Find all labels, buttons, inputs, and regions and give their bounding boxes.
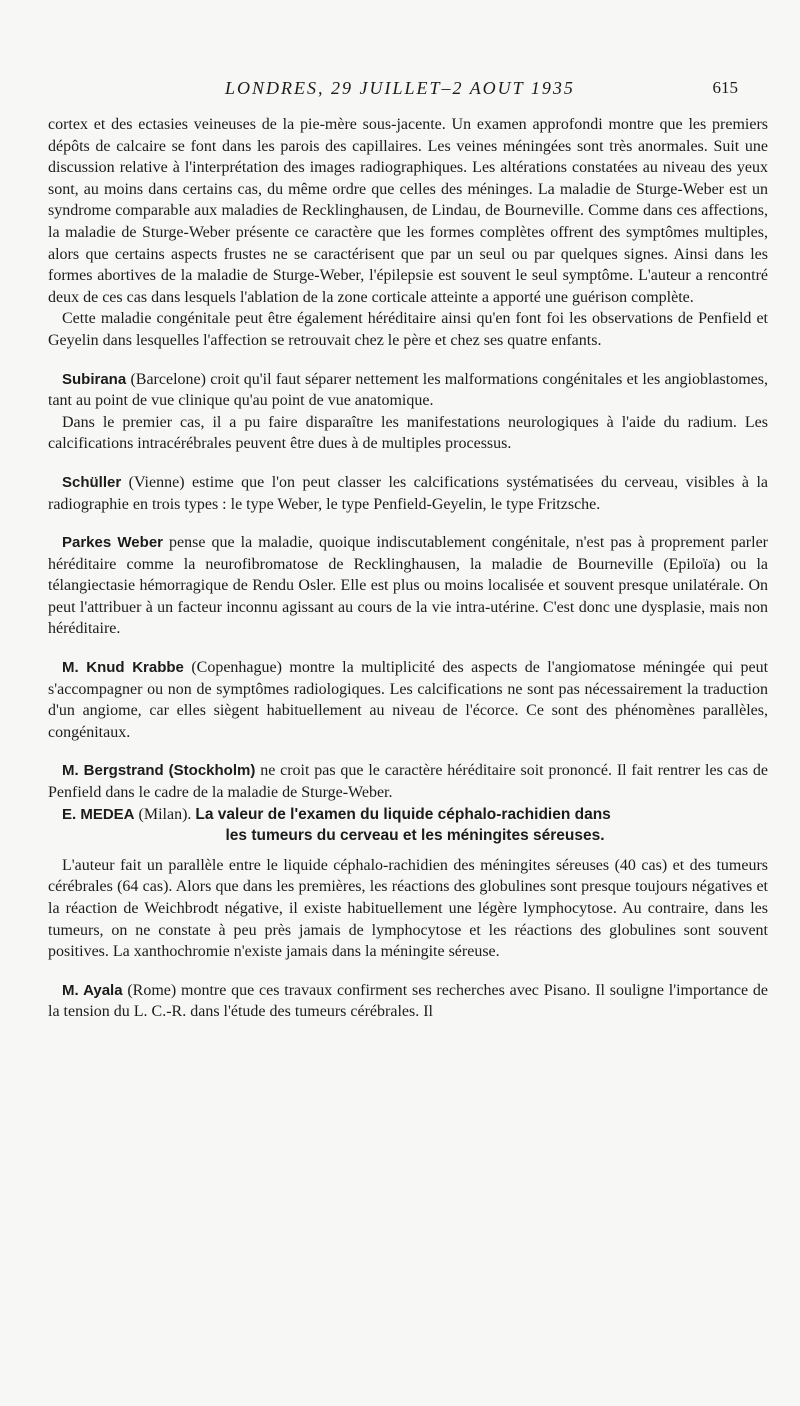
paragraph-medea: L'auteur fait un parallèle entre le liquide céphalo-rachidien des méningites séreuses (40 cas) et des tumeurs cérébrales (64 cas). Alors que dans les premières, les réactions des globulines sont presque toujours négatives et la réaction de Weichbrodt négative, il existe habituellement une légère lymphocytose. Au contraire, dans les tumeurs, on ne constate à peu près jamais de lymphocytose et les réactions des globulines sont souvent positives. La xanthochromie n'existe jamais dans la méningite séreuse.: [48, 856, 768, 961]
author-bergstrand: M. Bergstrand (Stockholm): [62, 762, 256, 780]
paragraph-subirana-2: Dans le premier cas, il a pu faire disparaître les manifestations neurologiques à l'aide du radium. Les calcifications intracérébrales peuvent être dues à de multiples processus.: [48, 413, 768, 453]
author-subirana: Subirana: [62, 370, 127, 388]
paragraph-subirana: [48, 369, 768, 412]
author-medea: E. MEDEA: [62, 805, 135, 823]
paragraph-bergstrand: [48, 760, 768, 803]
body-text: [48, 114, 768, 1023]
running-head: [0, 78, 800, 102]
paragraph-krabbe: [48, 657, 768, 743]
paragraph-continuation: cortex et des ectasies veineuses de la pie-mère sous-jacente. Un examen approfondi montre que les premiers dépôts de calcaire se font dans les parois des capillaires. Les veines méningées sont très anormales. Suit une discussion relative à l'interprétation des images radiographiques. Les altérations constatées au niveau des yeux sont, au moins dans certains cas, du même ordre que celles des méninges. La maladie de Sturge-Weber est un syndrome comparable aux maladies de Recklinghausen, de Lindau, de Bourneville. Comme dans ces affections, la maladie de Sturge-Weber présente ce caractère que les formes complètes offrent des symptômes multiples, alors que certains aspects frustes ne se caractérisent que par un seul ou par quelques signes. Ainsi dans les formes abortives de la maladie de Sturge-Weber, l'épilepsie est souvent le seul symptôme. L'auteur a rencontré deux de ces cas dans lesquels l'ablation de la zone corticale atteinte a apporté une guérison complète.: [48, 116, 768, 306]
medea-title-line1: La valeur de l'examen du liquide céphalo-rachidien dans: [195, 805, 611, 823]
krabbe-text: (Copenhague) montre la multiplicité des aspects de l'angiomatose méningée qui peut s'accompagner ou non de symptômes radiologiques. Les calcifications ne sont pas nécessairement la traduction d'un angiome, car elles siègent habituellement au niveau de l'écorce. Ce sont des phénomènes parallèles, congénitaux.: [48, 659, 769, 741]
author-ayala: M. Ayala: [62, 981, 123, 999]
author-krabbe: M. Knud Krabbe: [62, 659, 184, 677]
bergstrand-text: ne croit pas que le caractère héréditaire soit prononcé. Il fait rentrer les cas de Penfield dans le cadre de la maladie de Sturge-Weber.: [48, 762, 769, 802]
medea-city: (Milan).: [134, 805, 196, 823]
page-number: 615: [712, 78, 738, 97]
subirana-text: (Barcelone) croit qu'il faut séparer nettement les malformations congénitales et les angioblastomes, tant au point de vue clinique qu'au point de vue anatomique.: [48, 370, 768, 410]
section-heading-medea: [48, 804, 768, 847]
paragraph-heredity: Cette maladie congénitale peut être également héréditaire ainsi qu'en font foi les observations de Penfield et Geyelin dans lesquelles l'affection se retrouvait chez le père et chez ses quatre enfants.: [48, 310, 768, 349]
paragraph-ayala: [48, 980, 768, 1023]
schuller-text: (Vienne) estime que l'on peut classer les calcifications systématisées du cerveau, visibles à la radiographie en trois types : le type Weber, le type Penfield-Geyelin, le type Fritzsche.: [48, 473, 768, 513]
author-parkes-weber: Parkes Weber: [62, 534, 163, 552]
paragraph-parkes-weber: [48, 532, 768, 640]
author-schuller: Schüller: [62, 473, 122, 491]
paragraph-schuller: [48, 472, 768, 515]
parkes-text: pense que la maladie, quoique indiscutablement congénitale, n'est pas à proprement parler héréditaire comme la neurofibromatose de Recklinghausen, la maladie de Bourneville (Epiloïa) ou la télangiectasie hémorragique de Rendu Osler. Elle est plus ou moins localisée et souvent presque unilatérale. On peut l'attribuer à un facteur inconnu agissant au cours de la vie intra-utérine. C'est donc une dysplasie, mais non héréditaire.: [48, 534, 769, 638]
ayala-text: (Rome) montre que ces travaux confirment ses recherches avec Pisano. Il souligne l'importance de la tension du L. C.-R. dans l'étude des tumeurs cérébrales. Il: [48, 981, 768, 1021]
medea-title-line2: les tumeurs du cerveau et les méningites séreuses.: [225, 827, 605, 845]
running-title: LONDRES, 29 JUILLET–2 AOUT 1935: [225, 78, 575, 98]
